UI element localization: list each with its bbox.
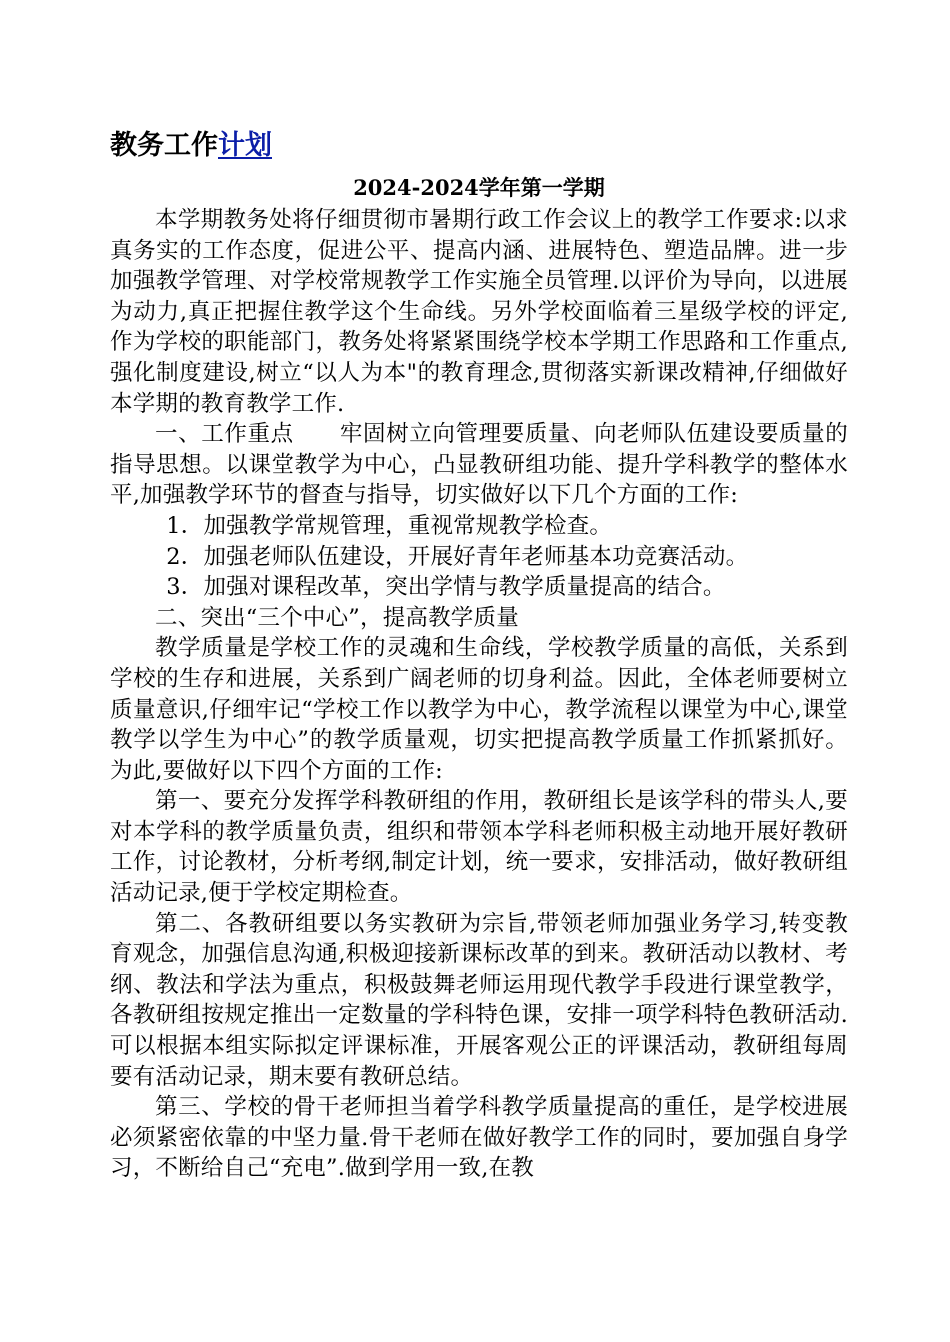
document-subtitle: 2024-2024学年第一学期 [353, 175, 605, 200]
list-item: 3．加强对课程改革，突出学情与教学质量提高的结合。 [166, 574, 726, 601]
list-item: 1．加强教学常规管理，重视常规教学检查。 [166, 512, 613, 539]
title-link[interactable]: 计划 [218, 130, 272, 161]
section2-heading: 二、突出“三个中心”，提高教学质量 [155, 604, 519, 631]
document-page [110, 125, 848, 1184]
document-title [110, 125, 848, 167]
section2-paragraph: 第一、要充分发挥学科教研组的作用，教研组长是该学科的带头人,要对本学科的教学质量负责，组织和带领本学科老师积极主动地开展好教研工作，讨论教材，分析考纲,制定计划，统一要求，安排活动，做好教研组活动记录,便于学校定期检查。 [110, 788, 848, 907]
list-item: 2．加强老师队伍建设，开展好青年老师基本功竞赛活动。 [166, 543, 749, 570]
title-text: 教务工作 [110, 130, 218, 161]
section2-paragraph: 教学质量是学校工作的灵魂和生命线，学校教学质量的高低，关系到学校的生存和进展，关系到广阔老师的切身利益。因此，全体老师要树立质量意识,仔细牢记“学校工作以教学为中心，教学流程以课堂为中心,课堂教学以学生为中心”的教学质量观，切实把提高教学质量工作抓紧抓好。为此,要做好以下四个方面的工作: [110, 635, 848, 784]
section2-paragraph: 第二、各教研组要以务实教研为宗旨,带领老师加强业务学习,转变教育观念，加强信息沟通,积极迎接新课标改革的到来。教研活动以教材、考纲、教法和学法为重点，积极鼓舞老师运用现代教学手段进行课堂教学，各教研组按规定推出一定数量的学科特色课，安排一项学科特色教研活动.可以根据本组实际拟定评课标准，开展客观公正的评课活动，教研组每周要有活动记录，期末要有教研总结。 [110, 910, 848, 1090]
intro-paragraph: 本学期教务处将仔细贯彻市暑期行政工作会议上的教学工作要求:以求真务实的工作态度，促进公平、提高内涵、进展特色、塑造品牌。进一步加强教学管理、对学校常规教学工作实施全员管理.以评价为导向，以进展为动力,真正把握住教学这个生命线。另外学校面临着三星级学校的评定,作为学校的职能部门，教务处将紧紧围绕学校本学期工作思路和工作重点,强化制度建设,树立“以人为本"的教育理念,贯彻落实新课改精神,仔细做好本学期的教育教学工作. [110, 207, 848, 417]
section1-paragraph: 一、工作重点 牢固树立向管理要质量、向老师队伍建设要质量的指导思想。以课堂教学为中心，凸显教研组功能、提升学科教学的整体水平,加强教学环节的督查与指导，切实做好以下几个方面的工作: [110, 421, 848, 509]
section2-paragraph: 第三、学校的骨干老师担当着学科教学质量提高的重任，是学校进展必须紧密依靠的中坚力量.骨干老师在做好教学工作的同时，要加强自身学习，不断给自己“充电”.做到学用一致,在教 [110, 1094, 848, 1182]
